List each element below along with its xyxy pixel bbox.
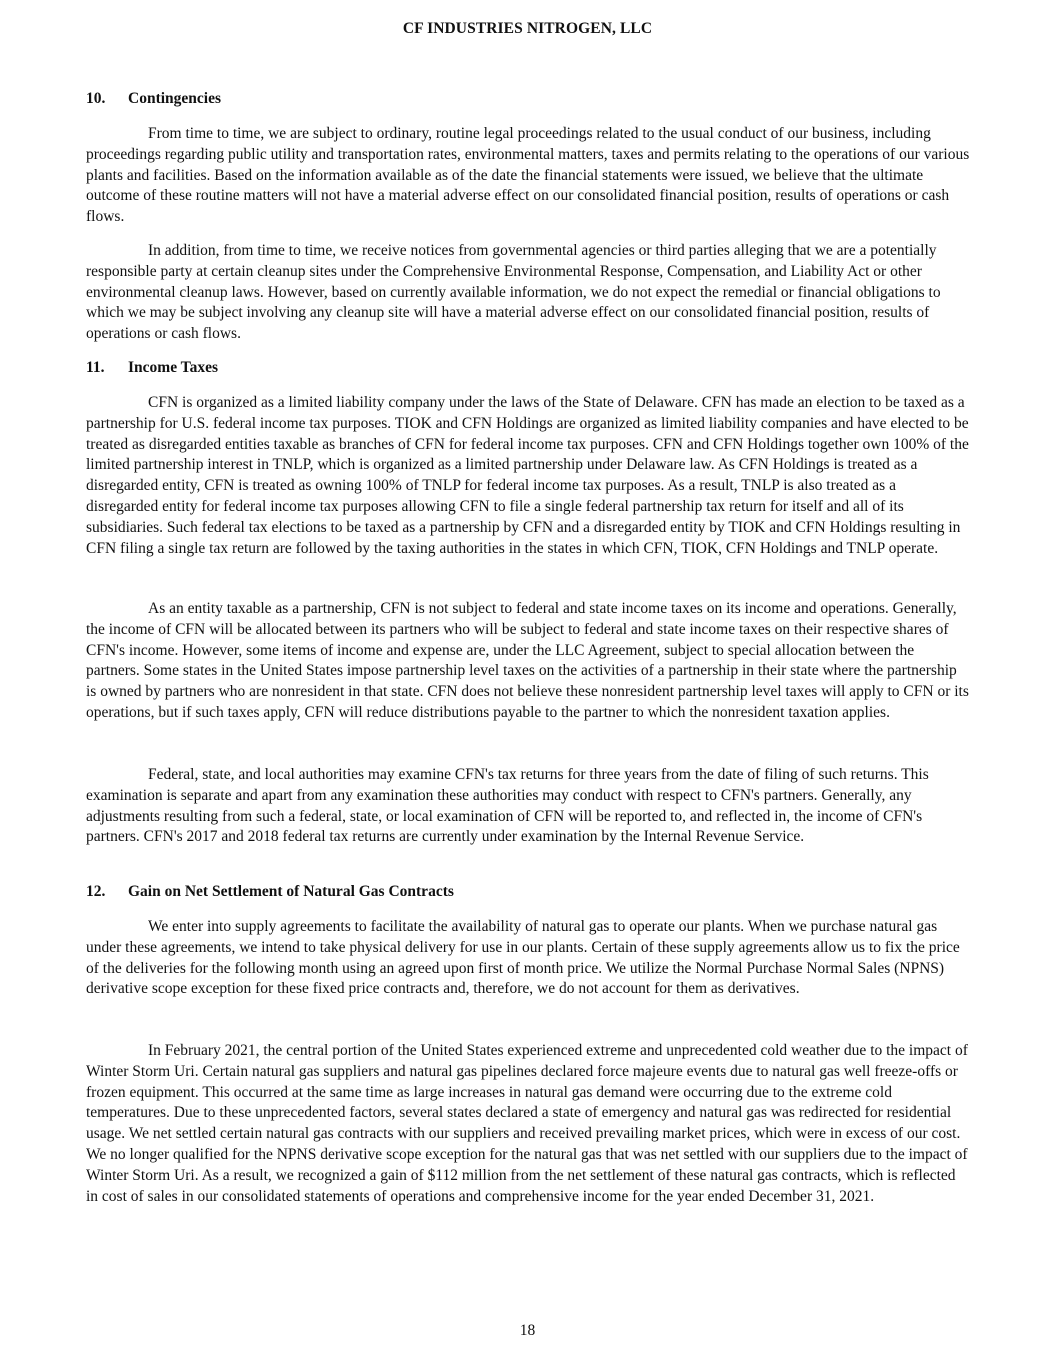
paragraph: In addition, from time to time, we receive notices from governmental agencies or third parties alleging that we are a potentially responsible party at certain cleanup sites under the Comprehensive Environmental Response, Compensation, and Liability Act or other environmental cleanup laws. However, based on currently available information, we do not expect the remedial or financial obligations to which we may be subject involving any cleanup site will have a material adverse effect on our consolidated financial position, results of operations or cash flows.	[86, 242, 941, 343]
paragraph: As an entity taxable as a partnership, CFN is not subject to federal and state income taxes on its income and operations. Generally, the income of CFN will be allocated between its partners who will be subject to federal and state income taxes on their respective shares of CFN's income. However, some items of income and expense are, under the LLC Agreement, subject to special allocation between the partners. Some states in the United States impose partnership level taxes on the activities of a partnership in their state where the partnership is owned by partners who are nonresident in that state. CFN does not believe these nonresident partnership level taxes will apply to CFN or its operations, but if such taxes apply, CFN will reduce distributions payable to the partner to which the nonresident taxation applies.	[86, 600, 969, 721]
document-header-company: CF INDUSTRIES NITROGEN, LLC	[402, 20, 653, 37]
section-title: Contingencies	[128, 90, 221, 107]
section-title: Income Taxes	[128, 359, 218, 376]
section-heading	[86, 358, 970, 378]
paragraph: We enter into supply agreements to facilitate the availability of natural gas to operate our plants. When we purchase natural gas under these agreements, we intend to take physical delivery for use in our plants. Certain of these supply agreements allow us to fix the price of the deliveries for the following month using an agreed upon first of month price. We utilize the Normal Purchase Normal Sales (NPNS) derivative scope exception for these fixed price contracts and, therefore, we do not account for them as derivatives.	[86, 918, 960, 998]
section-heading	[86, 882, 970, 902]
section-number: 12.	[86, 883, 106, 900]
page-number: 18	[519, 1322, 536, 1339]
section-number: 11.	[86, 359, 105, 376]
paragraph: Federal, state, and local authorities may examine CFN's tax returns for three years from the date of filing of such returns. This examination is separate and apart from any examination these authorities may conduct with respect to CFN's partners. Generally, any adjustments resulting from such a federal, state, or local examination of CFN will be reported to, and reflected in, the income of CFN's partners. CFN's 2017 and 2018 federal tax returns are currently under examination by the Internal Revenue Service.	[86, 766, 929, 846]
section-heading	[86, 89, 970, 109]
paragraph: From time to time, we are subject to ordinary, routine legal proceedings related to the usual conduct of our business, including proceedings regarding public utility and transportation rates, environmental matters, taxes and permits relating to the operations of our various plants and facilities. Based on the information available as of the date the financial statements were issued, we believe that the ultimate outcome of these routine matters will not have a material adverse effect on our consolidated financial position, results of operations or cash flows.	[86, 125, 970, 226]
paragraph: CFN is organized as a limited liability company under the laws of the State of Delaware. CFN has made an election to be taxed as a partnership for U.S. federal income tax purposes. TIOK and CFN Holdings are organized as limited liability companies and have elected to be treated as disregarded entities taxable as branches of CFN for federal income tax purposes. CFN and CFN Holdings together own 100% of the limited partnership interest in TNLP, which is organized as a limited partnership under Delaware law. As CFN Holdings is treated as a disregarded entity, CFN is treated as owning 100% of TNLP for federal income tax purposes. As a result, TNLP is also treated as a disregarded entity for federal income tax purposes allowing CFN to file a single federal partnership tax return for itself and all of its subsidiaries. Such federal tax elections to be taxed as a partnership by CFN and a disregarded entity by TIOK and CFN Holdings resulting in CFN filing a single tax return are followed by the taxing authorities in the states in which CFN, TIOK, CFN Holdings and TNLP operate.	[86, 394, 969, 557]
paragraph: In February 2021, the central portion of the United States experienced extreme and unprecedented cold weather due to the impact of Winter Storm Uri. Certain natural gas suppliers and natural gas pipelines declared force majeure events due to natural gas well freeze-offs or frozen equipment. This occurred at the same time as large increases in natural gas demand were occurring due to the extreme cold temperatures. Due to these unprecedented factors, several states declared a state of emergency and natural gas was redirected for residential usage. We net settled certain natural gas contracts with our suppliers and received prevailing market prices, which were in excess of our cost. We no longer qualified for the NPNS derivative scope exception for the natural gas that was net settled with our suppliers due to the impact of Winter Storm Uri. As a result, we recognized a gain of $112 million from the net settlement of these natural gas contracts, which is reflected in cost of sales in our consolidated statements of operations and comprehensive income for the year ended December 31, 2021.	[86, 1042, 968, 1205]
section-income-taxes	[86, 358, 970, 378]
section-number: 10.	[86, 90, 106, 107]
section-title: Gain on Net Settlement of Natural Gas Contracts	[128, 883, 454, 900]
section-contingencies	[86, 89, 970, 109]
section-gain-on-net-settlement	[86, 882, 970, 902]
